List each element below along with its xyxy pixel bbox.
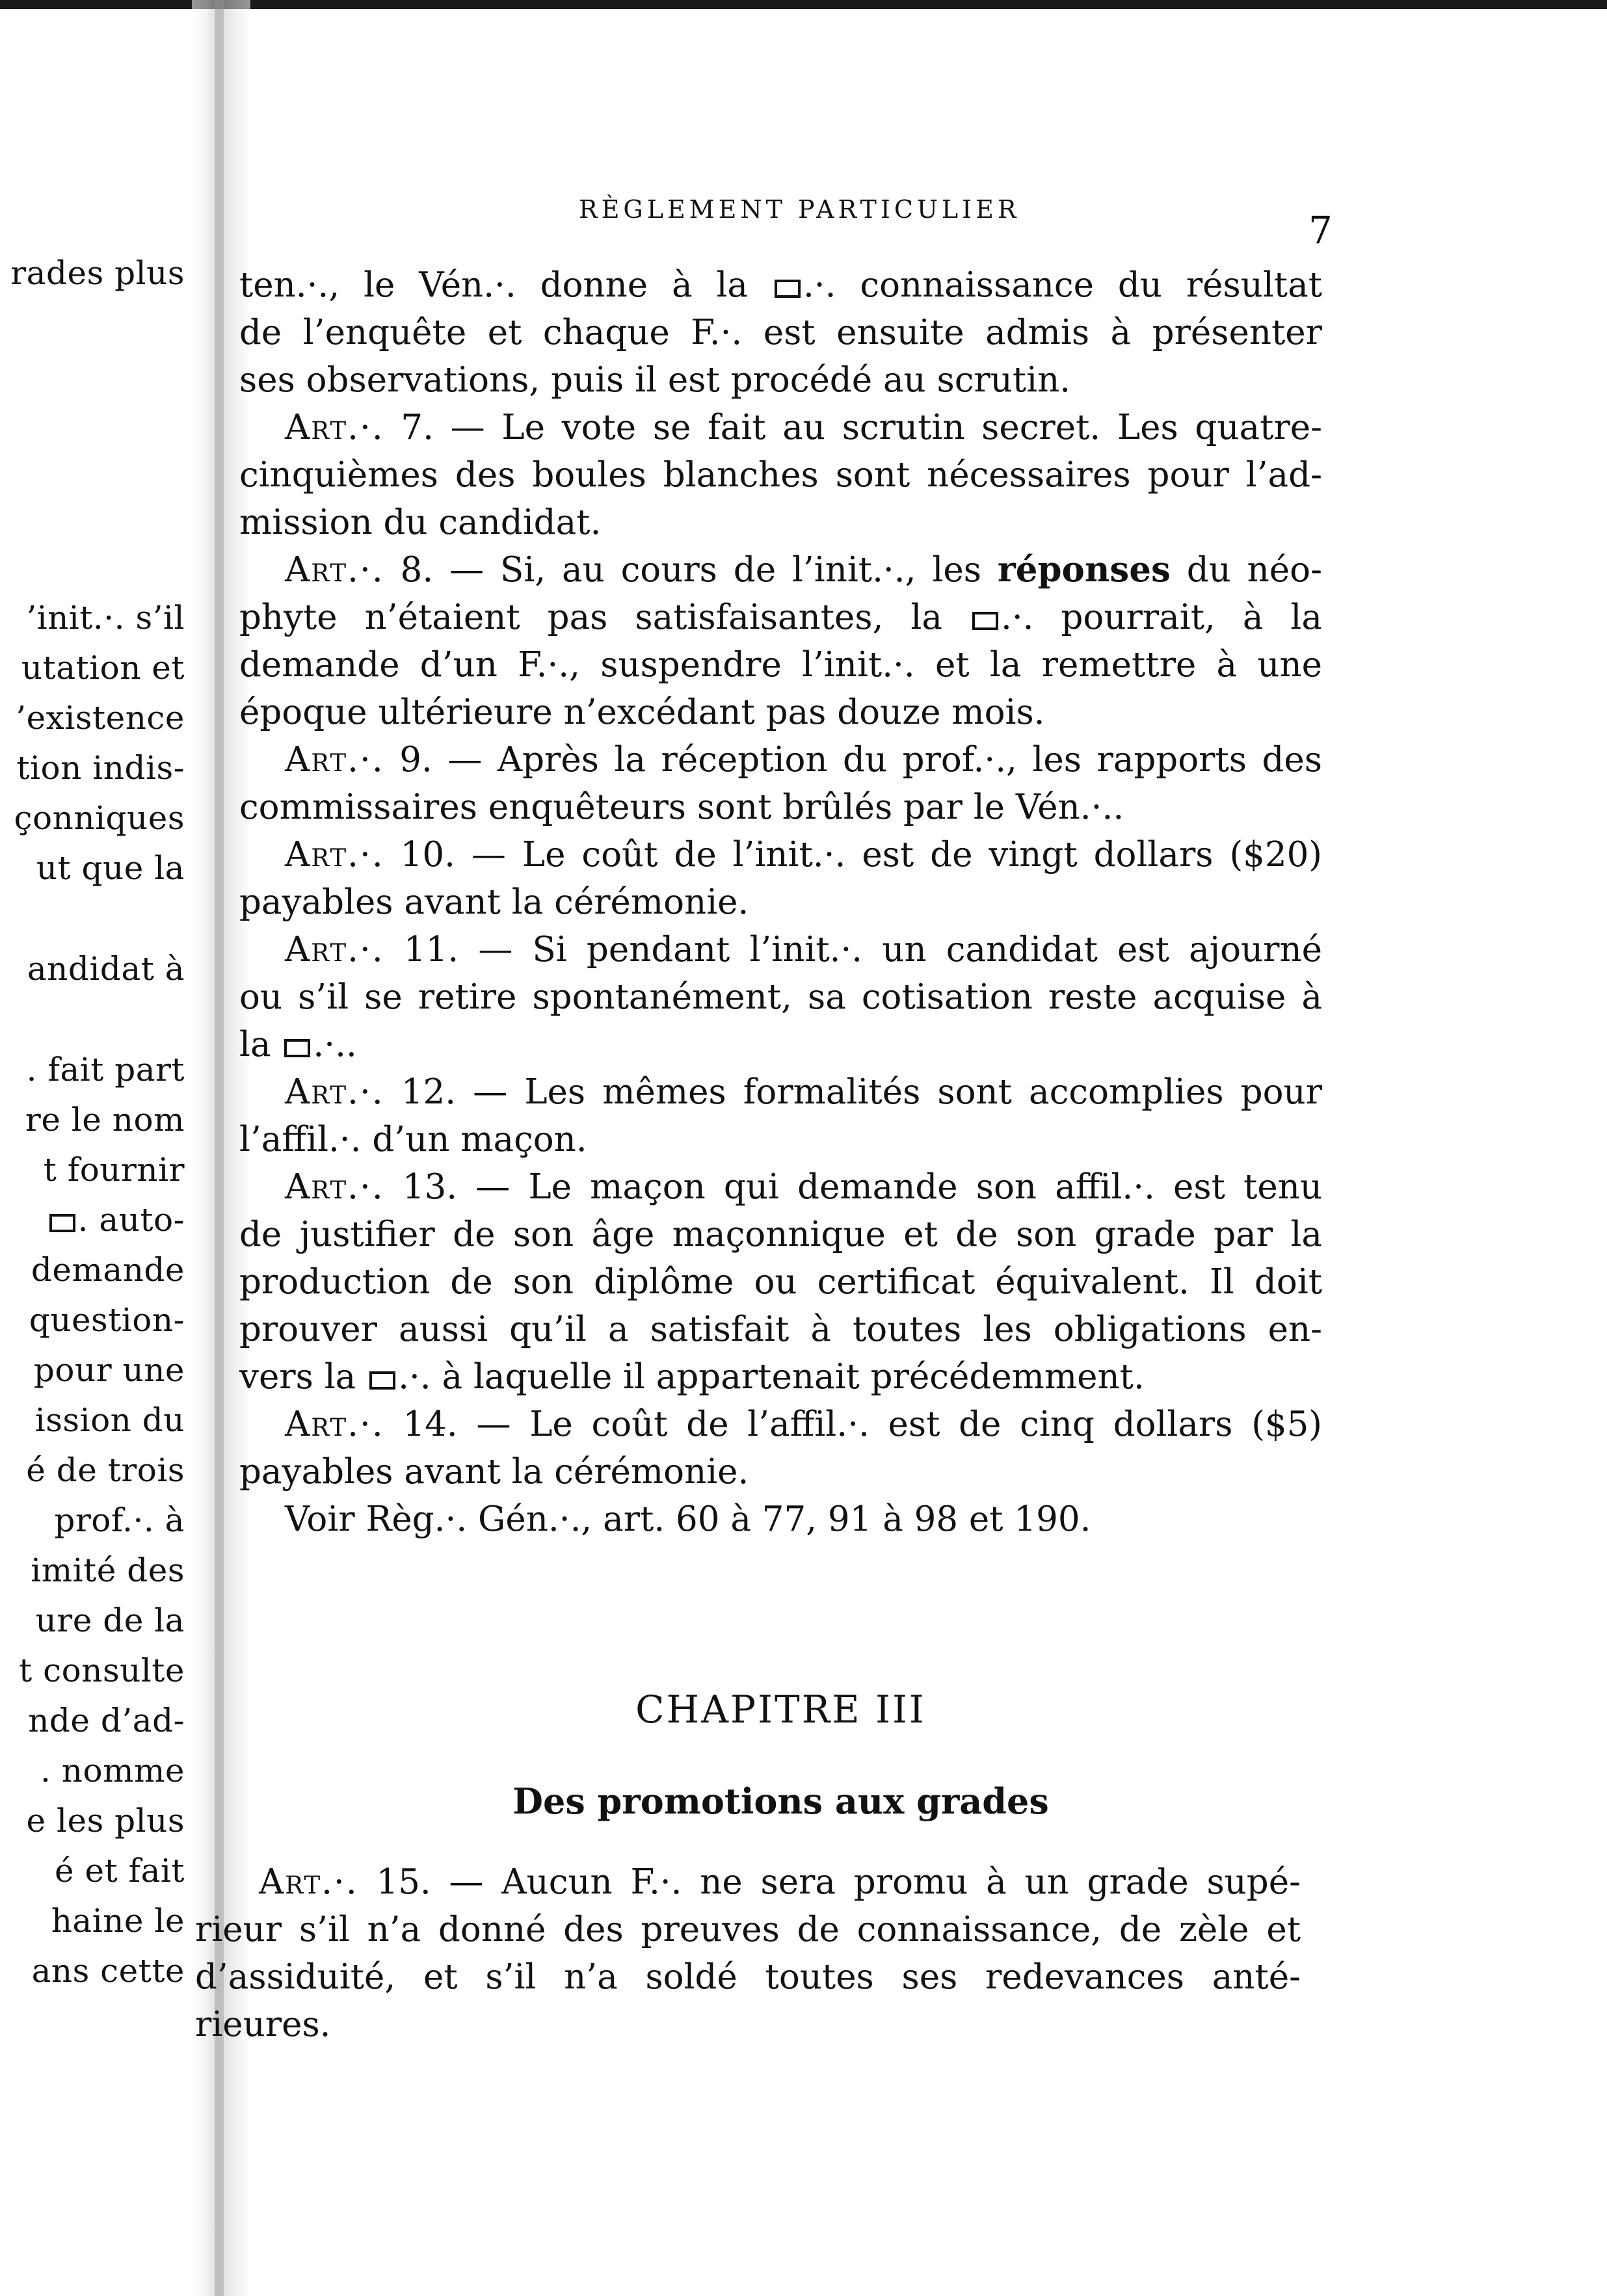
lodge-square-symbol: [49, 1214, 75, 1232]
text-line: ou s’il se retire spontanément, sa cotisation reste acquise à: [239, 977, 1322, 1017]
fragment-line: . fait part: [26, 1051, 185, 1089]
fragment-line: nde d’ad-: [28, 1702, 185, 1739]
text-line: phyte n’étaient pas satisfaisantes, la .·. pourrait, à la: [239, 598, 1322, 637]
text-line: prouver aussi qu’il a satisfait à toutes les obligations en-: [239, 1310, 1322, 1349]
fragment-line: e les plus: [26, 1802, 185, 1840]
fragment-line: ans cette: [31, 1952, 185, 1990]
fragment-line: ission du: [34, 1401, 185, 1439]
text-line: ses observations, puis il est procédé au scrutin.: [239, 360, 1071, 400]
fragment-line: t consulte: [19, 1652, 185, 1689]
text-line: payables avant la cérémonie.: [239, 882, 749, 922]
article-label: Art.·.: [285, 408, 384, 447]
article-label: Art.·.: [285, 740, 384, 780]
text-line: demande d’un F.·., suspendre l’init.·. et la remettre à une: [239, 645, 1322, 685]
text-line: époque ultérieure n’excédant pas douze mois.: [239, 693, 1045, 732]
fragment-line: é et fait: [55, 1852, 185, 1890]
article-14: Art.·. 14. — Le coût de l’affil.·. est de cinq dollars ($5): [285, 1405, 1322, 1444]
fragment-line: ure de la: [35, 1602, 185, 1639]
article-label: Art.·.: [285, 1072, 384, 1112]
fragment-line: ’init.·. s’il: [26, 599, 185, 637]
fragment-line: pour une: [33, 1351, 185, 1389]
running-head: RÈGLEMENT PARTICULIER: [579, 195, 1020, 224]
text-line: cinquièmes des boules blanches sont nécessaires pour l’ad-: [239, 455, 1322, 495]
fragment-line: haine le: [51, 1902, 185, 1940]
text-line: la .·..: [239, 1025, 357, 1064]
main-text-block: [239, 261, 1322, 1543]
text-line: rieures.: [195, 2005, 331, 2044]
text-line: payables avant la cérémonie.: [239, 1452, 749, 1492]
fragment-line: . nomme: [40, 1752, 185, 1789]
fragment-text: . auto-: [77, 1201, 185, 1239]
text-line: production de son diplôme ou certificat équivalent. Il doit: [239, 1262, 1322, 1302]
fragment-line: é de trois: [26, 1451, 185, 1489]
text-line: ten.·., le Vén.·. donne à la .·. connaissance du résultat: [239, 265, 1322, 305]
article-label: Art.·.: [259, 1862, 358, 1902]
article-label: Art.·.: [285, 1405, 384, 1444]
chapter-heading: CHAPITRE III: [635, 1687, 926, 1732]
section-title: Des promotions aux grades: [512, 1780, 1049, 1822]
lodge-square-symbol: [284, 1039, 310, 1057]
text-line: commissaires enquêteurs sont brûlés par le Vén.·..: [239, 787, 1124, 827]
text-line: de justifier de son âge maçonnique et de son grade par la: [239, 1215, 1322, 1254]
fragment-line: ut que la: [36, 849, 185, 887]
article-11: Art.·. 11. — Si pendant l’init.·. un candidat est ajourné: [285, 930, 1322, 970]
page-number: 7: [1308, 208, 1333, 252]
article-label: Art.·.: [285, 835, 384, 875]
fragment-line: prof.·. à: [54, 1501, 185, 1539]
text-line: vers la .·. à laquelle il appartenait précédemment.: [239, 1357, 1145, 1397]
article-7: Art.·. 7. — Le vote se fait au scrutin secret. Les quatre-: [285, 408, 1322, 447]
fragment-line: demande: [31, 1251, 185, 1289]
previous-page-fragment: [0, 0, 189, 2296]
fragment-line: [47, 1200, 185, 1239]
fragment-line: t fournir: [43, 1151, 185, 1189]
reference-line: Voir Règ.·. Gén.·., art. 60 à 77, 91 à 98 et 190.: [285, 1499, 1091, 1539]
fragment-line: çonniques: [14, 799, 185, 837]
text-line: d’assiduité, et s’il n’a soldé toutes ses redevances anté-: [195, 1957, 1301, 1997]
article-12: Art.·. 12. — Les mêmes formalités sont accomplies pour: [285, 1072, 1322, 1112]
article-15: Art.·. 15. — Aucun F.·. ne sera promu à un grade supé-: [259, 1862, 1301, 1902]
fragment-line: utation et: [21, 649, 185, 687]
fragment-line: ’existence: [16, 699, 185, 737]
fragment-line: andidat à: [27, 950, 185, 988]
fragment-line: re le nom: [25, 1101, 185, 1139]
article-8: Art.·. 8. — Si, au cours de l’init.·., les réponses du néo-: [285, 549, 1322, 590]
article-label: Art.·.: [285, 550, 384, 590]
text-line: rieur s’il n’a donné des preuves de connaissance, de zèle et: [195, 1910, 1301, 1949]
lodge-square-symbol: [775, 280, 801, 298]
fragment-line: imité des: [31, 1551, 185, 1589]
lodge-square-symbol: [972, 612, 998, 630]
text-line: l’affil.·. d’un maçon.: [239, 1120, 587, 1159]
text-line: mission du candidat.: [239, 503, 602, 542]
lodge-square-symbol: [369, 1371, 395, 1390]
text-line: de l’enquête et chaque F.·. est ensuite admis à présenter: [239, 313, 1322, 352]
article-9: Art.·. 9. — Après la réception du prof.·., les rapports des: [285, 740, 1322, 780]
article-10: Art.·. 10. — Le coût de l’init.·. est de vingt dollars ($20): [285, 835, 1322, 875]
article-13: Art.·. 13. — Le maçon qui demande son affil.·. est tenu: [285, 1167, 1322, 1207]
fragment-line: question-: [29, 1301, 185, 1339]
fragment-line: tion indis-: [16, 749, 185, 787]
article-label: Art.·.: [285, 1167, 384, 1207]
article-label: Art.·.: [285, 930, 384, 970]
article-15-block: [195, 1858, 1301, 2048]
fragment-line: rades plus: [10, 254, 185, 292]
